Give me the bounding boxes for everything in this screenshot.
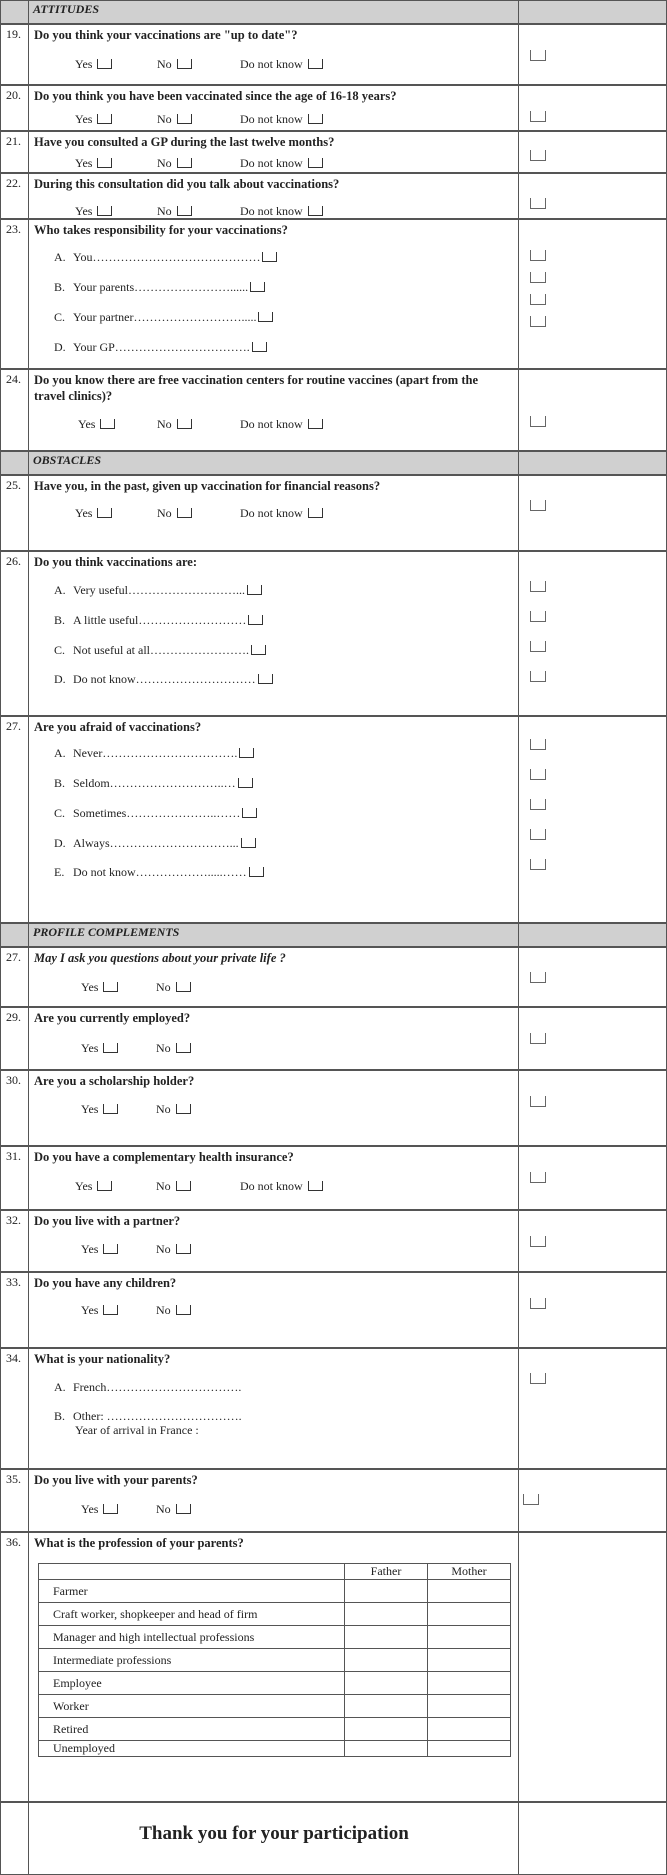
answer-no[interactable]	[156, 1502, 191, 1517]
question-text: During this consultation did you talk about vaccinations?	[34, 177, 340, 191]
option-letter: A.	[54, 1380, 66, 1394]
answer-dont-know[interactable]	[240, 112, 323, 127]
option-letter: D.	[54, 340, 66, 354]
checkbox[interactable]	[103, 1244, 118, 1254]
mother-cell[interactable]	[428, 1626, 511, 1649]
answer-no[interactable]	[157, 204, 192, 219]
option-text: Very useful………………………...	[73, 583, 245, 597]
option-a[interactable]	[54, 250, 277, 265]
option-e[interactable]	[54, 865, 264, 880]
answer-label: No	[157, 204, 172, 218]
mother-cell[interactable]	[428, 1580, 511, 1603]
answer-label: Do not know	[240, 57, 303, 71]
question-text: Do you know there are free vaccination centers for routine vaccines (apart from the travel clinics)?	[34, 373, 479, 403]
answer-dont-know[interactable]	[240, 506, 323, 521]
question-25	[0, 475, 667, 551]
answer-yes[interactable]	[75, 506, 112, 521]
answer-label: Do not know	[240, 204, 303, 218]
option-letter: A.	[54, 250, 66, 264]
checkbox[interactable]	[248, 615, 263, 625]
father-cell[interactable]	[345, 1626, 428, 1649]
question-text: Who takes responsibility for your vaccinations?	[34, 223, 288, 237]
checkbox[interactable]	[177, 59, 192, 69]
checkbox[interactable]	[308, 114, 323, 124]
question-number: 22.	[6, 176, 21, 190]
checkbox[interactable]	[177, 114, 192, 124]
question-text: Are you a scholarship holder?	[34, 1074, 195, 1088]
answer-dont-know[interactable]	[240, 417, 323, 432]
checkbox[interactable]	[103, 1305, 118, 1315]
answer-label: No	[156, 1242, 171, 1256]
table-header-row	[39, 1564, 511, 1580]
answer-label: Yes	[81, 1102, 99, 1116]
checkbox[interactable]	[97, 114, 112, 124]
question-21	[0, 131, 667, 173]
question-number: 27.	[6, 950, 21, 964]
checkbox[interactable]	[308, 419, 323, 429]
option-c[interactable]	[54, 310, 273, 325]
option-text: Not useful at all…………………….	[73, 643, 249, 657]
father-cell[interactable]	[345, 1741, 428, 1757]
section-attitudes	[0, 0, 667, 24]
question-number: 24.	[6, 372, 21, 386]
answer-label: Yes	[81, 1242, 99, 1256]
question-number: 21.	[6, 134, 21, 148]
coding-box[interactable]	[530, 1373, 546, 1384]
answer-label: Do not know	[240, 1179, 303, 1193]
answer-no[interactable]	[156, 1041, 191, 1056]
answer-no[interactable]	[156, 1102, 191, 1117]
option-d[interactable]	[54, 836, 256, 851]
coding-box[interactable]	[530, 611, 546, 622]
option-text: Your GP…………………………….	[73, 340, 250, 354]
answer-label: Yes	[75, 156, 93, 170]
answer-yes[interactable]	[81, 1242, 118, 1257]
checkbox[interactable]	[103, 1504, 118, 1514]
option-letter: E.	[54, 865, 65, 879]
option-text: Other: …………………………….	[73, 1409, 242, 1423]
answer-yes[interactable]	[75, 204, 112, 219]
answer-yes[interactable]	[75, 57, 112, 72]
question-number: 32.	[6, 1213, 21, 1227]
question-32	[0, 1210, 667, 1272]
question-number: 25.	[6, 478, 21, 492]
checkbox[interactable]	[177, 419, 192, 429]
header-blank	[39, 1564, 345, 1580]
option-text: You……………………………………	[73, 250, 261, 264]
answer-label: No	[156, 1303, 171, 1317]
coding-box[interactable]	[530, 50, 546, 61]
checkbox[interactable]	[249, 867, 264, 877]
checkbox[interactable]	[177, 508, 192, 518]
answer-dont-know[interactable]	[240, 156, 323, 171]
table-row	[39, 1695, 511, 1718]
table-row	[39, 1672, 511, 1695]
question-number: 36.	[6, 1535, 21, 1549]
option-b[interactable]	[54, 280, 265, 295]
answer-yes[interactable]	[75, 112, 112, 127]
question-24	[0, 369, 667, 451]
section-title: OBSTACLES	[33, 453, 102, 467]
coding-box[interactable]	[523, 1494, 539, 1505]
option-c[interactable]	[54, 806, 257, 821]
question-number: 27.	[6, 719, 21, 733]
answer-label: No	[157, 156, 172, 170]
checkbox[interactable]	[103, 1043, 118, 1053]
answer-label: Do not know	[240, 506, 303, 520]
checkbox[interactable]	[239, 748, 254, 758]
answer-label: No	[157, 417, 172, 431]
option-text: Do not know…………………………	[73, 672, 256, 686]
checkbox[interactable]	[176, 982, 191, 992]
checkbox[interactable]	[247, 585, 262, 595]
profession-label: Worker	[39, 1695, 345, 1718]
profession-label: Manager and high intellectual professions	[39, 1626, 345, 1649]
checkbox[interactable]	[177, 206, 192, 216]
profession-label: Unemployed	[39, 1741, 345, 1757]
answer-label: Yes	[78, 417, 96, 431]
question-text: May I ask you questions about your private life ?	[34, 951, 286, 965]
option-text: Always…………………………...	[73, 836, 239, 850]
checkbox[interactable]	[242, 808, 257, 818]
table-row	[39, 1741, 511, 1757]
answer-label: Do not know	[240, 417, 303, 431]
coding-box[interactable]	[530, 416, 546, 427]
option-text: Never…………………………….	[73, 746, 238, 760]
answer-no[interactable]	[157, 112, 192, 127]
answer-dont-know[interactable]	[240, 57, 323, 72]
answer-label: Yes	[81, 1502, 99, 1516]
coding-box[interactable]	[530, 1033, 546, 1044]
option-letter: B.	[54, 1409, 66, 1423]
question-text: Are you afraid of vaccinations?	[34, 720, 202, 734]
question-number: 34.	[6, 1351, 21, 1365]
coding-box[interactable]	[530, 859, 546, 870]
question-27-private-life	[0, 947, 667, 1007]
question-23	[0, 219, 667, 369]
coding-box[interactable]	[530, 739, 546, 750]
coding-box[interactable]	[530, 799, 546, 810]
coding-box[interactable]	[530, 272, 546, 283]
checkbox[interactable]	[176, 1181, 191, 1191]
answer-label: Do not know	[240, 156, 303, 170]
answer-label: Yes	[75, 506, 93, 520]
option-letter: D.	[54, 672, 66, 686]
coding-box[interactable]	[530, 294, 546, 305]
question-text: Do you think your vaccinations are "up to date"?	[34, 28, 298, 42]
question-number: 30.	[6, 1073, 21, 1087]
question-number: 35.	[6, 1472, 21, 1486]
question-19	[0, 24, 667, 85]
checkbox[interactable]	[250, 282, 265, 292]
answer-yes[interactable]	[75, 1179, 112, 1194]
table-row	[39, 1580, 511, 1603]
coding-box[interactable]	[530, 641, 546, 652]
checkbox[interactable]	[238, 778, 253, 788]
option-d[interactable]	[54, 672, 273, 687]
checkbox[interactable]	[308, 206, 323, 216]
option-letter: C.	[54, 643, 66, 657]
option-letter: A.	[54, 583, 66, 597]
checkbox[interactable]	[176, 1504, 191, 1514]
answer-label: Yes	[81, 1303, 99, 1317]
question-33	[0, 1272, 667, 1348]
option-text: French…………………………….	[73, 1380, 242, 1394]
option-letter: C.	[54, 806, 66, 820]
question-36	[0, 1532, 667, 1802]
answer-yes[interactable]	[81, 1303, 118, 1318]
question-text: Are you currently employed?	[34, 1011, 191, 1025]
profession-label: Employee	[39, 1672, 345, 1695]
coding-box[interactable]	[530, 1172, 546, 1183]
checkbox[interactable]	[262, 252, 277, 262]
mother-cell[interactable]	[428, 1649, 511, 1672]
option-b[interactable]	[54, 776, 253, 791]
question-35	[0, 1469, 667, 1532]
option-b[interactable]	[54, 1409, 242, 1424]
table-row	[39, 1626, 511, 1649]
coding-box[interactable]	[530, 1096, 546, 1107]
answer-label: No	[156, 980, 171, 994]
checkbox[interactable]	[97, 206, 112, 216]
answer-yes[interactable]	[81, 1502, 118, 1517]
option-b[interactable]	[54, 613, 263, 628]
question-22	[0, 173, 667, 219]
option-text: Seldom………………………..…	[73, 776, 236, 790]
answer-label: No	[157, 112, 172, 126]
mother-cell[interactable]	[428, 1718, 511, 1741]
answer-label: Yes	[75, 112, 93, 126]
option-c[interactable]	[54, 643, 266, 658]
checkbox[interactable]	[97, 59, 112, 69]
checkbox[interactable]	[308, 158, 323, 168]
answer-label: No	[156, 1102, 171, 1116]
question-number: 31.	[6, 1149, 21, 1163]
question-27-afraid	[0, 716, 667, 923]
coding-box[interactable]	[530, 829, 546, 840]
father-cell[interactable]	[345, 1718, 428, 1741]
mother-cell[interactable]	[428, 1741, 511, 1757]
checkbox[interactable]	[176, 1244, 191, 1254]
answer-no[interactable]	[156, 1242, 191, 1257]
coding-box[interactable]	[530, 500, 546, 511]
answer-label: Yes	[75, 1179, 93, 1193]
coding-box[interactable]	[530, 250, 546, 261]
table-row	[39, 1718, 511, 1741]
profession-label: Farmer	[39, 1580, 345, 1603]
question-text: Do you think vaccinations are:	[34, 555, 197, 569]
option-a[interactable]	[54, 583, 262, 598]
father-cell[interactable]	[345, 1672, 428, 1695]
option-letter: C.	[54, 310, 66, 324]
table-row	[39, 1649, 511, 1672]
profession-label: Craft worker, shopkeeper and head of firm	[39, 1603, 345, 1626]
option-letter: B.	[54, 613, 66, 627]
question-26	[0, 551, 667, 716]
thank-you-message: Thank you for your participation	[139, 1823, 409, 1844]
checkbox[interactable]	[258, 674, 273, 684]
checkbox[interactable]	[258, 312, 273, 322]
coding-box[interactable]	[530, 150, 546, 161]
question-31	[0, 1146, 667, 1210]
year-of-arrival-field[interactable]: Year of arrival in France :	[75, 1423, 199, 1437]
question-number: 19.	[6, 27, 21, 41]
answer-yes[interactable]	[78, 417, 115, 432]
answer-label: No	[156, 1041, 171, 1055]
mother-cell[interactable]	[428, 1672, 511, 1695]
father-cell[interactable]	[345, 1603, 428, 1626]
checkbox[interactable]	[97, 158, 112, 168]
checkbox[interactable]	[251, 645, 266, 655]
answer-dont-know[interactable]	[240, 1179, 323, 1194]
checkbox[interactable]	[176, 1305, 191, 1315]
option-letter: B.	[54, 280, 66, 294]
father-cell[interactable]	[345, 1695, 428, 1718]
answer-no[interactable]	[156, 1179, 191, 1194]
option-text: Your parents……………………......	[73, 280, 249, 294]
checkbox[interactable]	[176, 1104, 191, 1114]
option-text: A little useful………………………	[73, 613, 247, 627]
question-number: 23.	[6, 222, 21, 236]
profession-label: Intermediate professions	[39, 1649, 345, 1672]
section-obstacles	[0, 451, 667, 475]
question-text: Do you live with a partner?	[34, 1214, 181, 1228]
coding-box[interactable]	[530, 1298, 546, 1309]
parents-profession-table	[38, 1563, 511, 1757]
option-letter: A.	[54, 746, 66, 760]
checkbox[interactable]	[103, 1104, 118, 1114]
question-text: Do you have any children?	[34, 1276, 177, 1290]
question-number: 29.	[6, 1010, 21, 1024]
closing-row	[0, 1802, 667, 1875]
question-text: What is your nationality?	[34, 1352, 171, 1366]
answer-label: No	[157, 506, 172, 520]
question-34	[0, 1348, 667, 1469]
checkbox[interactable]	[308, 59, 323, 69]
answer-label: Yes	[81, 1041, 99, 1055]
checkbox[interactable]	[241, 838, 256, 848]
coding-box[interactable]	[530, 671, 546, 682]
answer-no[interactable]	[157, 57, 192, 72]
coding-box[interactable]	[530, 1236, 546, 1247]
answer-no[interactable]	[157, 156, 192, 171]
checkbox[interactable]	[100, 419, 115, 429]
father-cell[interactable]	[345, 1580, 428, 1603]
coding-box[interactable]	[530, 316, 546, 327]
column-header-mother: Mother	[428, 1564, 511, 1580]
checkbox[interactable]	[97, 508, 112, 518]
question-number: 26.	[6, 554, 21, 568]
answer-label: Yes	[75, 204, 93, 218]
father-cell[interactable]	[345, 1649, 428, 1672]
question-text: Do you live with your parents?	[34, 1473, 198, 1487]
answer-yes[interactable]	[75, 156, 112, 171]
answer-label: Yes	[75, 57, 93, 71]
question-number: 33.	[6, 1275, 21, 1289]
checkbox[interactable]	[177, 158, 192, 168]
coding-box[interactable]	[530, 769, 546, 780]
checkbox[interactable]	[103, 982, 118, 992]
answer-label: Yes	[81, 980, 99, 994]
checkbox[interactable]	[176, 1043, 191, 1053]
section-title: ATTITUDES	[33, 2, 100, 16]
mother-cell[interactable]	[428, 1603, 511, 1626]
answer-yes[interactable]	[81, 1041, 118, 1056]
question-29	[0, 1007, 667, 1070]
option-text: Your partner……………………….....	[73, 310, 257, 324]
option-letter: D.	[54, 836, 66, 850]
question-text: Have you, in the past, given up vaccination for financial reasons?	[34, 479, 381, 493]
answer-no[interactable]	[156, 1303, 191, 1318]
question-text: Do you have a complementary health insurance?	[34, 1150, 294, 1164]
coding-box[interactable]	[530, 581, 546, 592]
question-number: 20.	[6, 88, 21, 102]
section-profile-complements	[0, 923, 667, 947]
checkbox[interactable]	[308, 508, 323, 518]
option-letter: B.	[54, 776, 66, 790]
option-a[interactable]	[54, 1380, 241, 1395]
table-row	[39, 1603, 511, 1626]
question-text: Do you think you have been vaccinated since the age of 16-18 years?	[34, 89, 397, 103]
question-20	[0, 85, 667, 131]
answer-yes[interactable]	[81, 1102, 118, 1117]
checkbox[interactable]	[252, 342, 267, 352]
option-a[interactable]	[54, 746, 254, 761]
coding-box[interactable]	[530, 972, 546, 983]
checkbox[interactable]	[97, 1181, 112, 1191]
coding-box[interactable]	[530, 111, 546, 122]
answer-no[interactable]	[156, 980, 191, 995]
option-d[interactable]	[54, 340, 267, 355]
question-text: What is the profession of your parents?	[34, 1536, 244, 1550]
answer-label: No	[156, 1502, 171, 1516]
mother-cell[interactable]	[428, 1695, 511, 1718]
checkbox[interactable]	[308, 1181, 323, 1191]
section-title: PROFILE COMPLEMENTS	[33, 925, 180, 939]
option-text: Sometimes…………………..……	[73, 806, 241, 820]
question-30	[0, 1070, 667, 1146]
answer-label: No	[156, 1179, 171, 1193]
answer-yes[interactable]	[81, 980, 118, 995]
answer-no[interactable]	[157, 417, 192, 432]
question-text: Have you consulted a GP during the last twelve months?	[34, 135, 335, 149]
answer-no[interactable]	[157, 506, 192, 521]
answer-dont-know[interactable]	[240, 204, 323, 219]
profession-label: Retired	[39, 1718, 345, 1741]
column-header-father: Father	[345, 1564, 428, 1580]
answer-label: No	[157, 57, 172, 71]
option-text: Do not know……………….....……	[73, 865, 247, 879]
answer-label: Do not know	[240, 112, 303, 126]
coding-box[interactable]	[530, 198, 546, 209]
